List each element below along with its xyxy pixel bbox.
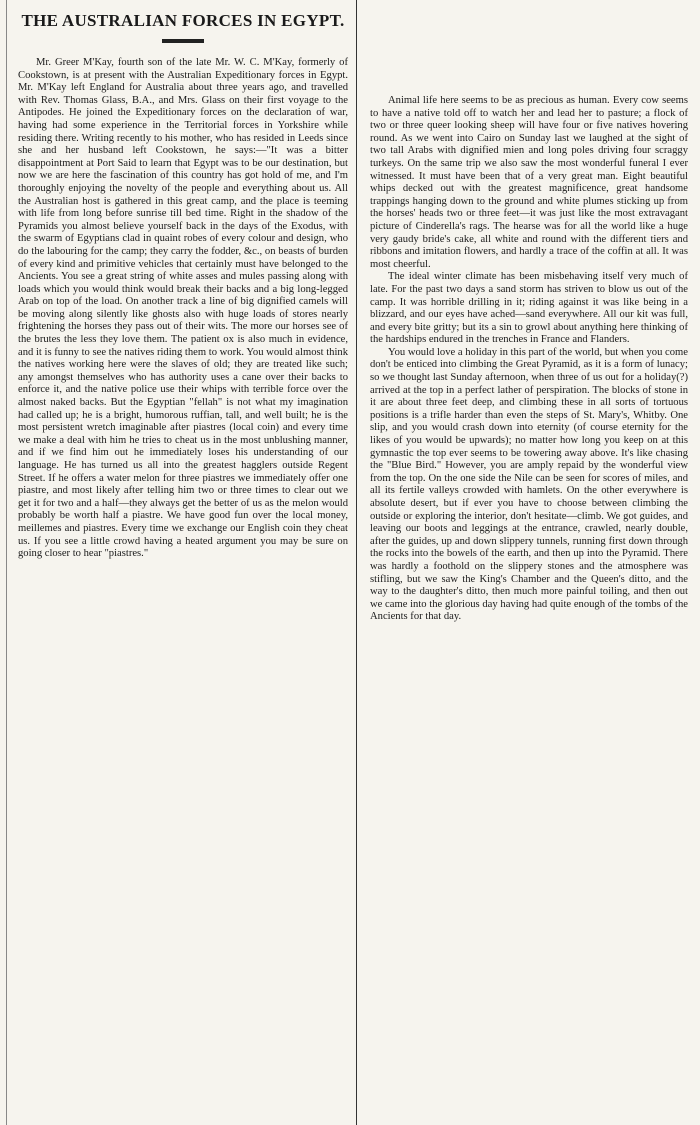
article-title: THE AUSTRALIAN FORCES IN EGYPT.: [21, 11, 345, 30]
left-border: [6, 0, 7, 1125]
paragraph: You would love a holiday in this part of the world, but when you come don't be enticed into climbing the Great Pyramid, as it is a form of lunacy; so we thought last Sunday afternoon, when three of us out for a holiday(?) arrived at the top in a perfect lather of perspiration. The blocks of stone in it are about three feet deep, and climbing these in all sorts of tortuous positions is a trifle harder than even the steps of St. Mary's, Whitby. One slip, and you would crash down into eternity (of course eternity for the likes of you would be upwards); no matter how long you keep on at this gymnastic the top ever seems to be towering away above. It's like chasing the "Blue Bird." However, you are amply repaid by the wonderful view from the top. On the one side the Nile can be seen for scores of miles, and all its fertile valleys crowded with hamlets. On the other everywhere is absolute desert, but if ever you have to choose between climbing the outside or exploring the interior, don't hesitate—climb. We got guides, and leaving our boots and leggings at the entrance, crawled, nearly double, after the guides, up and down slippery tunnels, running first down through the rocks into the bowels of the earth, and then up into the Pyramid. There was hardly a foothold on the slippery stones and the atmosphere was stifling, but we saw the King's Chamber and the Queen's ditto, and the way to the daughter's ditto, then much more painful toiling, and then out we came into the glorious day having had quite enough of the tombs of the Ancients for that day.: [370, 346, 688, 623]
paragraph: Mr. Greer M'Kay, fourth son of the late Mr. W. C. M'Kay, formerly of Cookstown, is at present with the Australian Expeditionary forces in Egypt. Mr. M'Kay left England for Australia about three years ago, and travelled with Rev. Thomas Glass, B.A., and Mrs. Glass on their first voyage to the Antipodes. He joined the Expeditionary forces on the declaration of war, having had some experience in the Territorial forces in Yorkshire while residing there. Writing recently to his mother, who has resided in Leeds since she and her husband left Cookstown, he says:—"It was a bitter disappointment at Port Said to learn that Egypt was to be our destination, but now we are here the fascination of this country has got hold of me, and I'm thoroughly enjoying the novelty of the people and everything about us. All the Australian host is gathered in this great camp, and the place is teeming with life from long before sunrise till bed time. Right in the shadow of the Pyramids you almost believe yourself back in the days of the Exodus, with the swarm of Egyptians clad in quaint robes of every colour and design, who do the labouring for the camp; they carry the fodder, &c., on beasts of burden of every kind and primitive vehicles that certainly must have belonged to the Ancients. You see a great string of white asses and mules passing along with loads which you would think would break their backs and a big long-legged Arab on top of the load. On another track a line of big dignified camels will be moving along silently like ghosts also with huge loads of stores nearly frightening the horses they pass out of their wits. The more our horses see of the brutes the less they love them. The patient ox is also much in evidence, and it is funny to see the natives riding them to work. You would almost think the natives working here were the slaves of old; they are treated like such; any amongst themselves who has authority uses a cane over their backs to enforce it, and the native police use their whips with terrible force over the almost naked backs. But the Egyptian "fellah" is not what my imagination had called up; he is a bright, humorous ruffian, tall, and well built; he is the most persistent wretch imaginable after piastres (local coin) and every time we make a deal with him he tries to cheat us in the most unblushing manner, and if we find him out he immediately loses his understanding of our language. He has turned us all into the greatest hagglers outside Regent Street. If he offers a water melon for three piastres we immediately offer one piastre, and most likely after telling him two or three times to clear out we get it for two and a half—they always get the better of us as the melon would probably be worth half a piastre. We have good fun over the local money, meillemes and piastres. Every time we exchange our English coin they cheat us. If you see a little crowd having a heated argument you may be sure on going closer to hear "piastres.": [18, 57, 348, 560]
left-column: [8, 0, 356, 1125]
paragraph: The ideal winter climate has been misbehaving itself very much of late. For the past two days a sand storm has striven to blow us out of the camp. It was horrible drilling in it; riding against it was like being in a blizzard, and our eyes have ached—sand everywhere. All our kit was full, and every bite gritty; but its a sin to growl about anything here thinking of the hardships endured in the trenches in France and Flanders.: [370, 271, 688, 346]
title-divider: [162, 39, 204, 43]
right-column: [360, 0, 694, 1125]
paragraph: Animal life here seems to be as precious as human. Every cow seems to have a native told off to watch her and lead her to pasture; a flock of two or three queer looking sheep will have four or five natives hovering round. As we went into Cairo on Sunday last we laughed at the sight of two tall Arabs with dignified mien and long poles driving four scraggy turkeys. On the same trip we also saw the most wonderful funeral I ever witnessed. It must have been that of a very great man. Eight beautiful whips decked out with the greatest magnificence, great handsome trappings hanging down to the ground and white plumes sticking up from the horses' heads two or three feet—it was just like the most extravagant picture of Cinderella's rags. The hearse was for all the world like a huge very gaudy bride's cake, all white and round with the different tiers and ribbons and imitation flowers, and hardly a trace of the coffin at all. It was most cheerful.: [370, 95, 688, 270]
column-rule: [356, 0, 357, 1125]
